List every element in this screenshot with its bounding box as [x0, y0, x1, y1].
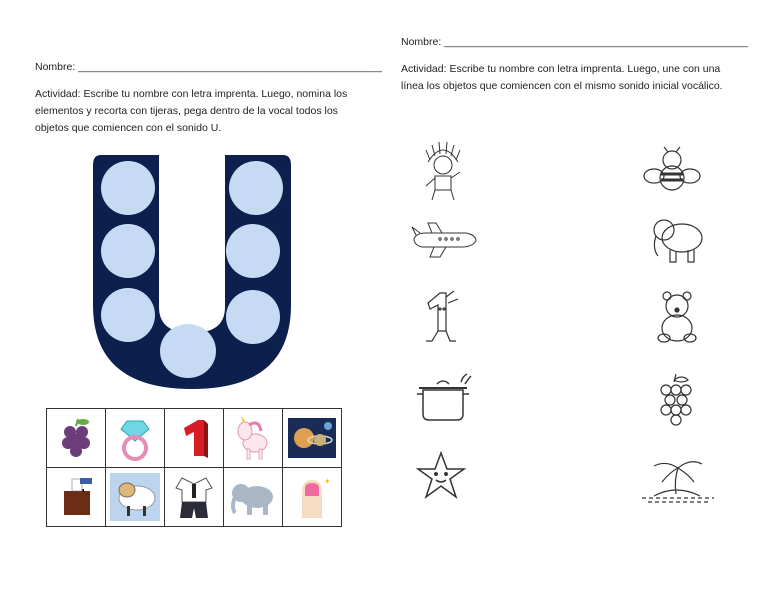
bear-icon[interactable]	[650, 290, 704, 344]
cutout-cell[interactable]	[47, 468, 106, 527]
cutout-cell[interactable]	[283, 468, 342, 527]
cutout-cell[interactable]	[283, 409, 342, 468]
elephant-icon	[227, 475, 279, 519]
pot-icon[interactable]	[415, 372, 473, 424]
cutout-cell[interactable]	[106, 409, 165, 468]
grapes-icon[interactable]	[652, 372, 696, 432]
cutout-cell[interactable]	[224, 409, 283, 468]
svg-text:✦: ✦	[324, 477, 331, 486]
cutout-cell[interactable]	[165, 468, 224, 527]
planets-icon	[286, 416, 338, 460]
grapes-icon	[56, 416, 96, 460]
activity-instructions: Actividad: Escribe tu nombre con letra imprenta. Luego, une con una línea los objetos que comiencen con el mismo sonido inicial vocálico.	[401, 63, 723, 92]
letter-u-icon	[93, 155, 291, 389]
ballot-box-icon	[56, 475, 96, 519]
cutout-cell[interactable]	[47, 409, 106, 468]
ring-icon	[115, 415, 155, 461]
activity-instructions: Actividad: Escribe tu nombre con letra imprenta. Luego, nomina los elementos y recorta con tijeras, pega dentro de la vocal todos los objetos que comiencen con el sonido U.	[35, 88, 348, 134]
number-one-icon[interactable]	[418, 289, 462, 345]
sheep-icon	[109, 472, 161, 522]
unicorn-icon	[231, 415, 275, 461]
cutout-grid	[46, 408, 342, 527]
number-one-icon	[176, 416, 212, 460]
fingernail-icon	[292, 474, 332, 520]
name-line[interactable]: Nombre: ____________________________________________________	[35, 61, 382, 73]
elephant-icon[interactable]	[650, 214, 706, 266]
cutout-cell[interactable]	[106, 468, 165, 527]
indian-icon[interactable]	[418, 140, 468, 202]
school-uniform-icon	[172, 472, 216, 522]
star-icon[interactable]	[414, 450, 468, 502]
bee-icon[interactable]	[642, 146, 702, 196]
island-icon[interactable]	[640, 452, 716, 506]
cutout-cell[interactable]	[165, 409, 224, 468]
name-line[interactable]: Nombre: ____________________________________________________	[401, 36, 748, 48]
airplane-icon[interactable]	[410, 221, 480, 261]
cutout-cell[interactable]	[224, 468, 283, 527]
